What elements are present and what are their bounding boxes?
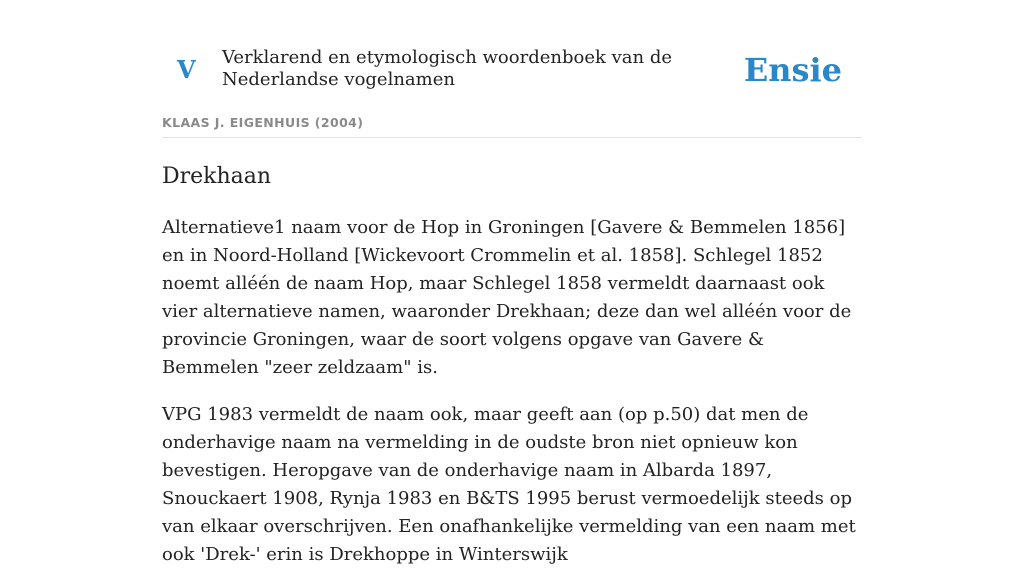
entry-paragraph-1: Alternatieve1 naam voor de Hop in Groningen [Gavere & Bemmelen 1856] en in Noord-Holland [Wickevoort Crommelin et al. 1858]. Schlegel 1852 noemt alléén de naam Hop, maar Schlegel 1858 vermeldt daarnaast ook vier alternatieve namen, waaronder Drekhaan; deze dan wel alléén voor de provincie Groningen, waar de soort volgens opgave van Gavere & Bemmelen "zeer zeldzaam" is. bbox=[162, 217, 852, 378]
entry-body bbox=[162, 214, 862, 588]
author-line: KLAAS J. EIGENHUIS (2004) bbox=[162, 115, 364, 130]
entry-paragraph-2: VPG 1983 vermeldt de naam ook, maar geeft aan (op p.50) dat men de onderhavige naam na vermelding in de oudste bron niet opnieuw kon bevestigen. Heropgave van de onderhavige naam in Albarda 1897, Snouckaert 1908, Rynja 1983 en B&TS 1995 berust vermoedelijk steeds op van elkaar overschrijven. Een onafhankelijke vermelding van een naam met ook 'Drek-' erin is Drekhoppe in Winterswijk bbox=[162, 404, 856, 565]
ensie-logo-link[interactable]: Ensie bbox=[743, 51, 842, 89]
header bbox=[162, 0, 862, 116]
entry-title: Drekhaan bbox=[162, 164, 272, 189]
header-divider bbox=[162, 137, 862, 138]
content-container bbox=[162, 0, 862, 565]
book-initial-icon: V bbox=[177, 55, 196, 84]
book-title[interactable]: Verklarend en etymologisch woordenboek van de Nederlandse vogelnamen bbox=[222, 47, 673, 90]
